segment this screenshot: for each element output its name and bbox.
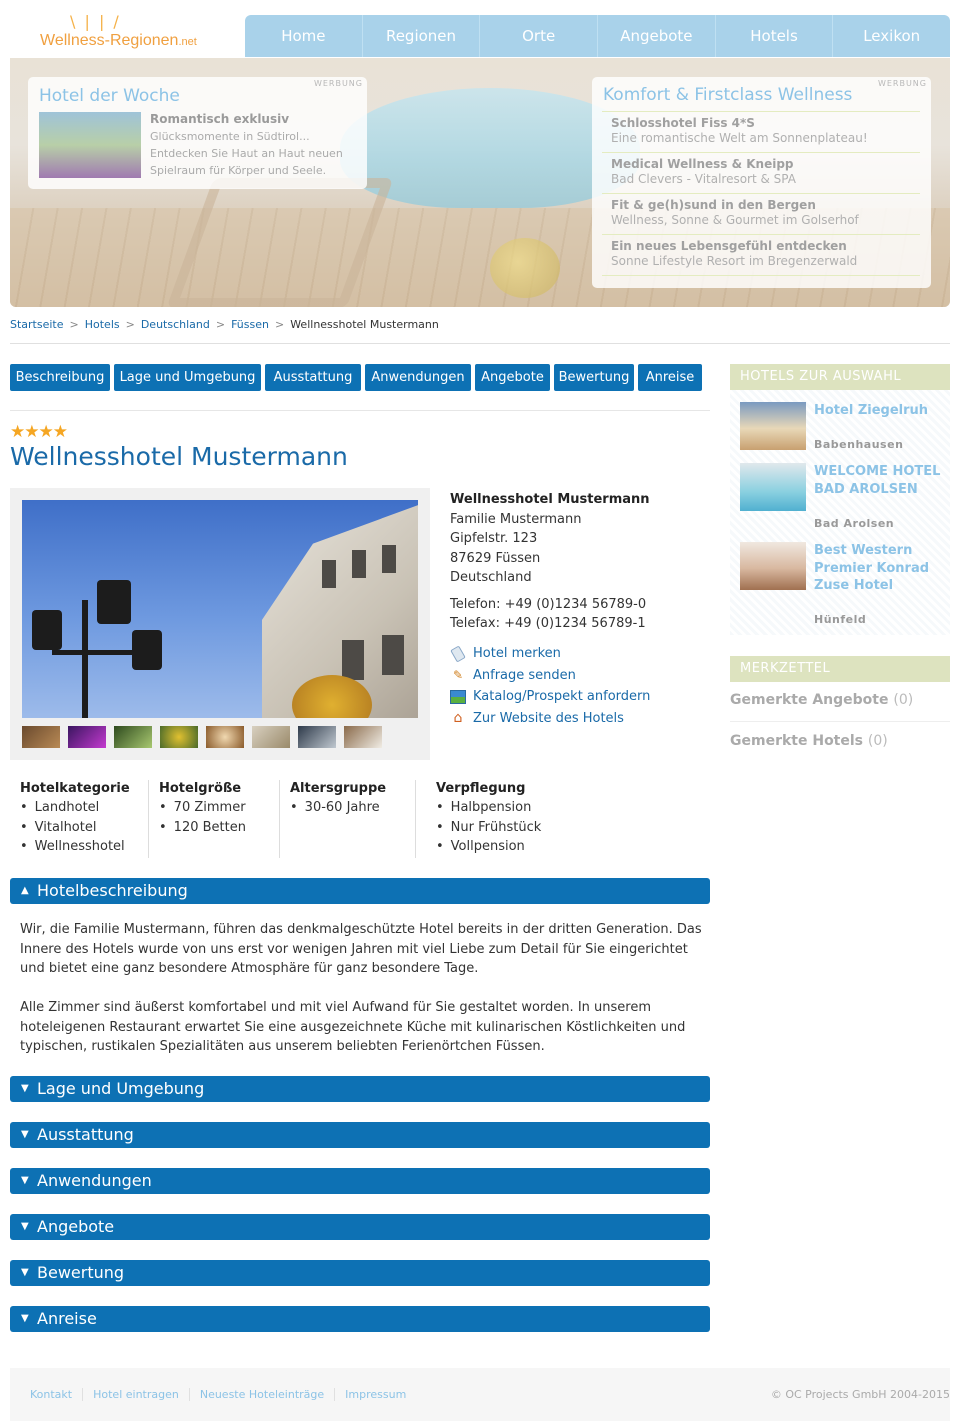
thumbnail[interactable] xyxy=(344,726,382,748)
main-hotel-image[interactable] xyxy=(22,500,418,718)
komfort-item-sub: Bad Clevers - Vitalresort & SPA xyxy=(611,172,796,186)
thumbnail[interactable] xyxy=(160,726,198,748)
feature-title: Hotelgröße xyxy=(159,781,242,796)
komfort-item[interactable] xyxy=(602,194,920,235)
hotel-der-woche-title[interactable]: Hotel der Woche xyxy=(39,86,180,106)
bookmark-icon xyxy=(450,645,466,662)
hotel-address xyxy=(450,490,710,634)
sidebar-hotel-location: Babenhausen xyxy=(814,438,904,451)
footer-link-hotel-eintragen[interactable]: Hotel eintragen xyxy=(82,1388,189,1401)
pencil-icon: ✎ xyxy=(452,668,464,683)
thumbnail[interactable] xyxy=(298,726,336,748)
header xyxy=(10,0,950,58)
triangle-down-icon: ▼ xyxy=(21,1083,29,1094)
feature-hotelkategorie xyxy=(10,780,148,858)
window-shape xyxy=(342,640,364,680)
sidebar-hotel-location: Bad Arolsen xyxy=(814,517,895,530)
website-link[interactable] xyxy=(450,708,650,730)
footer xyxy=(10,1368,950,1421)
katalog-link[interactable] xyxy=(450,686,650,708)
hotels-zur-auswahl-title: HOTELS ZUR AUSWAHL xyxy=(730,364,950,390)
tab-ausstattung[interactable]: Ausstattung xyxy=(265,364,361,391)
anfrage-senden-link[interactable] xyxy=(450,665,650,687)
merkzettel-count: (0) xyxy=(893,692,914,708)
accordion-hotelbeschreibung[interactable] xyxy=(10,878,710,904)
thumbnail[interactable] xyxy=(206,726,244,748)
nav-regionen[interactable]: Regionen xyxy=(363,15,481,57)
triangle-down-icon: ▼ xyxy=(21,1221,29,1232)
komfort-item-head: Fit & ge(h)sund in den Bergen xyxy=(611,198,816,212)
komfort-item-sub: Eine romantische Welt am Sonnenplateau! xyxy=(611,131,868,145)
address-street: Gipfelstr. 123 xyxy=(450,531,538,546)
komfort-item[interactable] xyxy=(602,112,920,153)
feature-verpflegung xyxy=(415,780,565,858)
hotel-actions xyxy=(450,643,650,729)
ad-label: WERBUNG xyxy=(313,79,363,88)
hotels-zur-auswahl-list xyxy=(730,390,950,635)
address-city: 87629 Füssen xyxy=(450,550,541,566)
merkzettel-hotels[interactable] xyxy=(730,733,950,749)
accordion-label: Ausstattung xyxy=(37,1125,134,1144)
merkzettel-count: (0) xyxy=(867,733,888,749)
komfort-item-sub: Sonne Lifestyle Resort im Bregenzerwald xyxy=(611,254,858,268)
accordion-label: Anwendungen xyxy=(37,1171,152,1190)
hotel-der-woche-headline[interactable]: Romantisch exklusiv xyxy=(150,112,290,126)
sidebar-hotel-image[interactable] xyxy=(740,542,806,590)
accordion-label: Angebote xyxy=(37,1217,115,1236)
merkzettel-label[interactable]: Gemerkte Angebote xyxy=(730,692,889,708)
chevron-right-icon: > xyxy=(69,318,79,331)
sidebar-hotel-item[interactable] xyxy=(740,402,940,458)
chevron-right-icon: > xyxy=(274,318,285,331)
thumbnail[interactable] xyxy=(114,726,152,748)
komfort-wellness-title: Komfort & Firstclass Wellness xyxy=(603,85,853,105)
triangle-up-icon: ▲ xyxy=(21,885,29,896)
home-icon: ⌂ xyxy=(453,710,463,727)
feature-hotelgroesse xyxy=(148,780,279,858)
komfort-item-head: Ein neues Lebensgefühl entdecken xyxy=(611,239,847,253)
sidebar-hotel-name[interactable]: Best Western Premier Konrad Zuse Hotel xyxy=(814,543,930,593)
lamp-post xyxy=(82,600,88,718)
hotel-der-woche-image[interactable] xyxy=(39,112,141,178)
nav-orte[interactable]: Orte xyxy=(480,15,598,57)
breadcrumb xyxy=(10,318,950,344)
window-shape xyxy=(382,635,404,675)
nav-hotels[interactable]: Hotels xyxy=(716,15,834,57)
accordion-ausstattung[interactable] xyxy=(10,1122,710,1148)
accordion-label: Lage und Umgebung xyxy=(37,1079,205,1098)
feature-item: • Halbpension xyxy=(436,798,565,818)
breadcrumb-fuessen[interactable]: Füssen xyxy=(231,318,269,331)
description-paragraph: Alle Zimmer sind äußerst komfortabel und mit viel Aufwand für Sie gestaltet worden. In unserem hoteleigenen Restaurant erwartet Sie eine ausgezeichnete Küche mit kulinarischen Köstlichkeiten und typischen, rustikalen Spezialitäten aus unserem beliebten Ferienörtchen Füssen. xyxy=(20,1000,686,1054)
star-rating: ★★★★ xyxy=(10,422,67,442)
feature-title: Verpflegung xyxy=(436,781,526,796)
nav-home[interactable]: Home xyxy=(245,15,363,57)
address-fax: Telefax: +49 (0)1234 56789-1 xyxy=(450,616,646,631)
window-shape xyxy=(352,550,366,578)
sidebar-hotel-item[interactable] xyxy=(740,463,940,533)
nav-angebote[interactable]: Angebote xyxy=(598,15,716,57)
sidebar-hotel-item[interactable] xyxy=(740,542,940,628)
sidebar-hotel-image[interactable] xyxy=(740,402,806,450)
feature-item: • Landhotel xyxy=(20,798,148,818)
main-nav xyxy=(245,15,950,57)
thumbnail-strip xyxy=(22,726,382,748)
accordion-bewertung[interactable] xyxy=(10,1260,710,1286)
thumbnail[interactable] xyxy=(22,726,60,748)
logo-suffix: .net xyxy=(178,36,197,48)
komfort-item-head: Medical Wellness & Kneipp xyxy=(611,157,794,171)
copyright: © OC Projects GmbH 2004-2015 xyxy=(770,1388,950,1401)
feature-item: • 70 Zimmer xyxy=(159,798,279,818)
merkzettel-label[interactable]: Gemerkte Hotels xyxy=(730,733,863,749)
logo-text: Wellness-Regionen xyxy=(40,32,179,49)
accordion-anwendungen[interactable] xyxy=(10,1168,710,1194)
lamp-head xyxy=(97,580,131,624)
tab-bewertung[interactable]: Bewertung xyxy=(554,364,634,391)
ad-label: WERBUNG xyxy=(877,79,927,88)
feature-item: • Vollpension xyxy=(436,837,565,857)
address-phone: Telefon: +49 (0)1234 56789-0 xyxy=(450,596,647,612)
window-shape xyxy=(382,545,396,573)
breadcrumb-deutschland[interactable]: Deutschland xyxy=(140,318,210,331)
section-tabs xyxy=(10,364,710,411)
tab-lage[interactable]: Lage und Umgebung xyxy=(114,364,261,391)
accordion-angebote[interactable] xyxy=(10,1214,710,1240)
komfort-item-sub: Wellness, Sonne & Gourmet im Golserhof xyxy=(611,213,859,227)
tab-anreise[interactable]: Anreise xyxy=(638,364,702,391)
triangle-down-icon: ▼ xyxy=(21,1267,29,1278)
hotel-merken-link[interactable] xyxy=(450,643,650,665)
komfort-item[interactable] xyxy=(602,235,920,276)
window-shape xyxy=(322,560,336,588)
image-gallery xyxy=(10,488,430,760)
footer-link-impressum[interactable]: Impressum xyxy=(334,1388,416,1401)
hotel-features xyxy=(10,780,710,860)
breadcrumb-hotels[interactable]: Hotels xyxy=(84,318,120,331)
footer-link-kontakt[interactable]: Kontakt xyxy=(30,1388,73,1401)
feature-title: Altersgruppe xyxy=(290,781,387,796)
triangle-down-icon: ▼ xyxy=(21,1129,29,1140)
breadcrumb-current: Wellnesshotel Mustermann xyxy=(290,318,439,331)
sidebar-hotel-name[interactable]: WELCOME HOTEL BAD AROLSEN xyxy=(814,464,941,497)
sidebar-hotel-name[interactable]: Hotel Ziegelruh xyxy=(814,403,929,418)
feature-item: • 120 Betten xyxy=(159,818,279,838)
chevron-right-icon: > xyxy=(215,318,226,331)
thumbnail[interactable] xyxy=(68,726,106,748)
breadcrumb-startseite[interactable]: Startseite xyxy=(10,318,64,331)
katalog-label[interactable]: Katalog/Prospekt anfordern xyxy=(473,689,651,705)
accordion-lage[interactable] xyxy=(10,1076,710,1102)
footer-link-neueste[interactable]: Neueste Hoteleinträge xyxy=(189,1388,334,1401)
sidebar-hotel-image[interactable] xyxy=(740,463,806,511)
page-title: Wellnesshotel Mustermann xyxy=(10,442,348,471)
accordion-label: Hotelbeschreibung xyxy=(37,881,188,900)
feature-item: • Wellnesshotel xyxy=(20,837,148,857)
hotel-der-woche-text: Glücksmomente in Südtirol... Entdecken Sie Haut an Haut neuen Spielraum für Körper und Seele. xyxy=(150,130,343,177)
address-country: Deutschland xyxy=(450,570,532,585)
hero-fruit-image xyxy=(490,238,560,298)
feature-item: • Nur Frühstück xyxy=(436,818,565,838)
chevron-right-icon: > xyxy=(125,318,135,331)
komfort-wellness-box xyxy=(592,77,931,288)
feature-item: • 30-60 Jahre xyxy=(290,798,415,818)
tab-beschreibung[interactable]: Beschreibung xyxy=(10,364,110,391)
hotel-merken-label[interactable]: Hotel merken xyxy=(473,646,561,662)
site-logo[interactable] xyxy=(32,12,232,52)
komfort-item[interactable] xyxy=(602,153,920,194)
sun-icon: \ | | / xyxy=(70,12,121,31)
hotel-description xyxy=(20,920,710,1057)
address-name: Wellnesshotel Mustermann xyxy=(450,492,650,507)
feature-title: Hotelkategorie xyxy=(20,781,130,796)
accordion-label: Bewertung xyxy=(37,1263,125,1282)
triangle-down-icon: ▼ xyxy=(21,1175,29,1186)
tab-angebote[interactable]: Angebote xyxy=(475,364,550,391)
thumbnail[interactable] xyxy=(252,726,290,748)
hotel-der-woche-box[interactable] xyxy=(28,77,367,189)
accordion-anreise[interactable] xyxy=(10,1306,710,1332)
triangle-down-icon: ▼ xyxy=(21,1313,29,1324)
accordion-label: Anreise xyxy=(37,1309,97,1328)
address-contact: Familie Mustermann xyxy=(450,511,582,527)
komfort-item-head: Schlosshotel Fiss 4*S xyxy=(611,116,755,130)
description-paragraph: Wir, die Familie Mustermann, führen das denkmalgeschützte Hotel bereits in der dritten Generation. Das Innere des Hotels wurde von uns erst vor wenigen Jahren mit viel Liebe zum Detail für Sie eingerichtet und bietet eine ganz besondere Atmosphäre für ganz besondere Tage. xyxy=(20,922,702,976)
catalog-icon xyxy=(450,690,466,704)
website-label[interactable]: Zur Website des Hotels xyxy=(473,710,624,726)
feature-item: • Vitalhotel xyxy=(20,818,148,838)
hero-banner xyxy=(10,58,950,307)
anfrage-senden-label[interactable]: Anfrage senden xyxy=(473,667,576,683)
lamp-arm xyxy=(52,650,152,655)
feature-altersgruppe xyxy=(279,780,415,858)
merkzettel-angebote[interactable] xyxy=(730,692,950,722)
nav-lexikon[interactable]: Lexikon xyxy=(863,27,921,45)
lamp-head xyxy=(32,610,62,650)
sidebar-hotel-location: Hünfeld xyxy=(814,613,867,626)
tab-anwendungen[interactable]: Anwendungen xyxy=(365,364,471,391)
merkzettel-title: MERKZETTEL xyxy=(730,656,950,682)
footer-links xyxy=(30,1388,416,1401)
